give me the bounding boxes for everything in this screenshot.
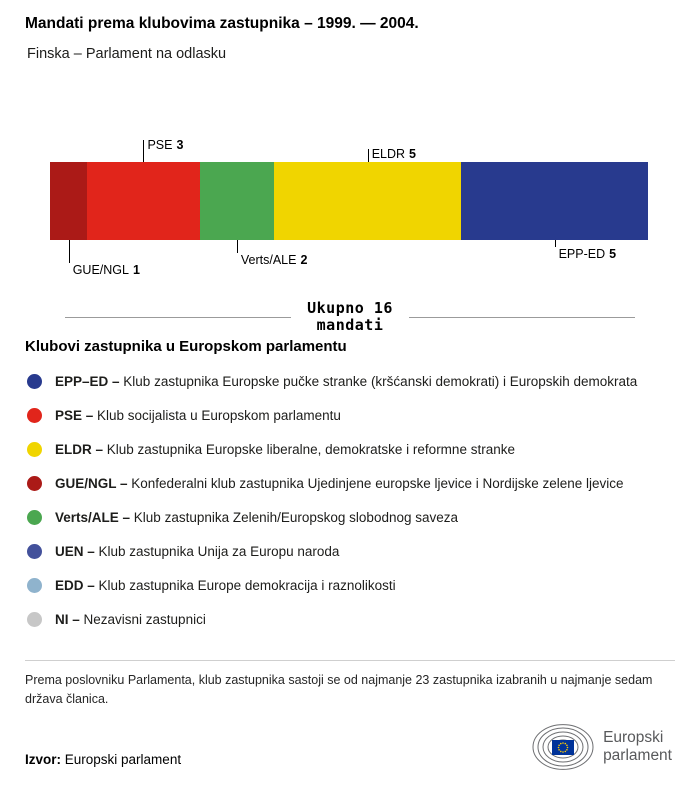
divider-left <box>65 317 291 318</box>
legend-item <box>27 466 637 500</box>
group-color-dot <box>27 374 42 389</box>
group-label <box>55 408 341 423</box>
bar-segment-gue-ngl <box>50 162 87 240</box>
total-mandates-label <box>307 300 393 334</box>
segment-label-gue-ngl: GUE/NGL 1 <box>72 263 140 277</box>
group-abbr: Verts/ALE – <box>55 509 131 525</box>
bar-segment-epp-ed <box>461 162 648 240</box>
seat-distribution-bar <box>50 162 648 240</box>
ep-logo-line1: Europski <box>603 729 664 746</box>
total-line2: mandati <box>316 316 384 334</box>
group-color-dot <box>27 476 42 491</box>
group-abbr: GUE/NGL – <box>55 475 128 491</box>
page-subtitle: Finska – Parlament na odlasku <box>27 46 227 62</box>
legend-heading: Klubovi zastupnika u Europskom parlamentu <box>25 338 347 355</box>
source-value: Europski parlament <box>61 752 182 767</box>
total-mandates-row <box>65 300 635 334</box>
bar-segment-verts-ale <box>200 162 275 240</box>
callout-line <box>237 240 238 253</box>
group-color-dot <box>27 544 42 559</box>
callout-line <box>368 149 369 162</box>
group-abbr: ELDR – <box>55 441 104 457</box>
group-label <box>55 578 396 593</box>
segment-label-eldr: ELDR 5 <box>371 147 416 161</box>
source-label: Izvor: <box>25 752 62 767</box>
group-abbr: PSE – <box>55 407 94 423</box>
legend-item <box>27 500 637 534</box>
legend-item <box>27 568 637 602</box>
legend-item <box>27 602 637 636</box>
group-label <box>55 544 339 559</box>
legend-item <box>27 398 637 432</box>
group-label <box>55 374 637 389</box>
group-desc: Klub zastupnika Europske liberalne, demokratske i reformne stranke <box>103 441 515 457</box>
callout-line <box>69 240 70 263</box>
segment-label-pse: PSE 3 <box>147 138 184 152</box>
group-desc: Klub zastupnika Unija za Europu naroda <box>94 543 340 559</box>
group-label <box>55 612 206 627</box>
group-abbr: EDD – <box>55 577 95 593</box>
group-desc: Nezavisni zastupnici <box>79 611 206 627</box>
group-abbr: NI – <box>55 611 80 627</box>
segment-label-verts-ale: Verts/ALE 2 <box>240 253 308 267</box>
legend-item <box>27 364 637 398</box>
group-label <box>55 510 458 525</box>
group-desc: Konfederalni klub zastupnika Ujedinjene europske ljevice i Nordijske zelene ljevice <box>127 475 624 491</box>
ep-logo-text <box>603 729 672 765</box>
ep-logo-line2: parlament <box>603 747 672 764</box>
total-line1: Ukupno 16 <box>307 299 393 317</box>
segment-label-epp-ed: EPP-ED 5 <box>558 247 617 261</box>
group-desc: Klub zastupnika Zelenih/Europskog slobodnog saveza <box>130 509 459 525</box>
callout-line <box>143 140 144 162</box>
source-line <box>25 752 181 767</box>
group-desc: Klub zastupnika Europe demokracija i raznolikosti <box>94 577 396 593</box>
legend-item <box>27 432 637 466</box>
footer-divider <box>25 660 675 661</box>
callout-line <box>555 240 556 247</box>
bar-segment-pse <box>87 162 199 240</box>
page-title: Mandati prema klubovima zastupnika – 1999. — 2004. <box>25 15 419 32</box>
group-label <box>55 442 515 457</box>
group-label <box>55 476 624 491</box>
group-color-dot <box>27 578 42 593</box>
group-color-dot <box>27 442 42 457</box>
group-color-dot <box>27 408 42 423</box>
legend-list <box>27 364 637 636</box>
group-color-dot <box>27 612 42 627</box>
divider-right <box>409 317 635 318</box>
legend-item <box>27 534 637 568</box>
ep-logo-icon <box>532 724 594 770</box>
footnote: Prema poslovniku Parlamenta, klub zastupnika sastoji se od najmanje 23 zastupnika izabranih u najmanje sedam država članica. <box>25 673 653 707</box>
ep-logo <box>532 724 672 770</box>
group-desc: Klub socijalista u Europskom parlamentu <box>93 407 341 423</box>
group-color-dot <box>27 510 42 525</box>
group-desc: Klub zastupnika Europske pučke stranke (kršćanski demokrati) i Europskih demokrata <box>119 373 638 389</box>
group-abbr: EPP–ED – <box>55 373 120 389</box>
group-abbr: UEN – <box>55 543 95 559</box>
bar-segment-eldr <box>274 162 461 240</box>
